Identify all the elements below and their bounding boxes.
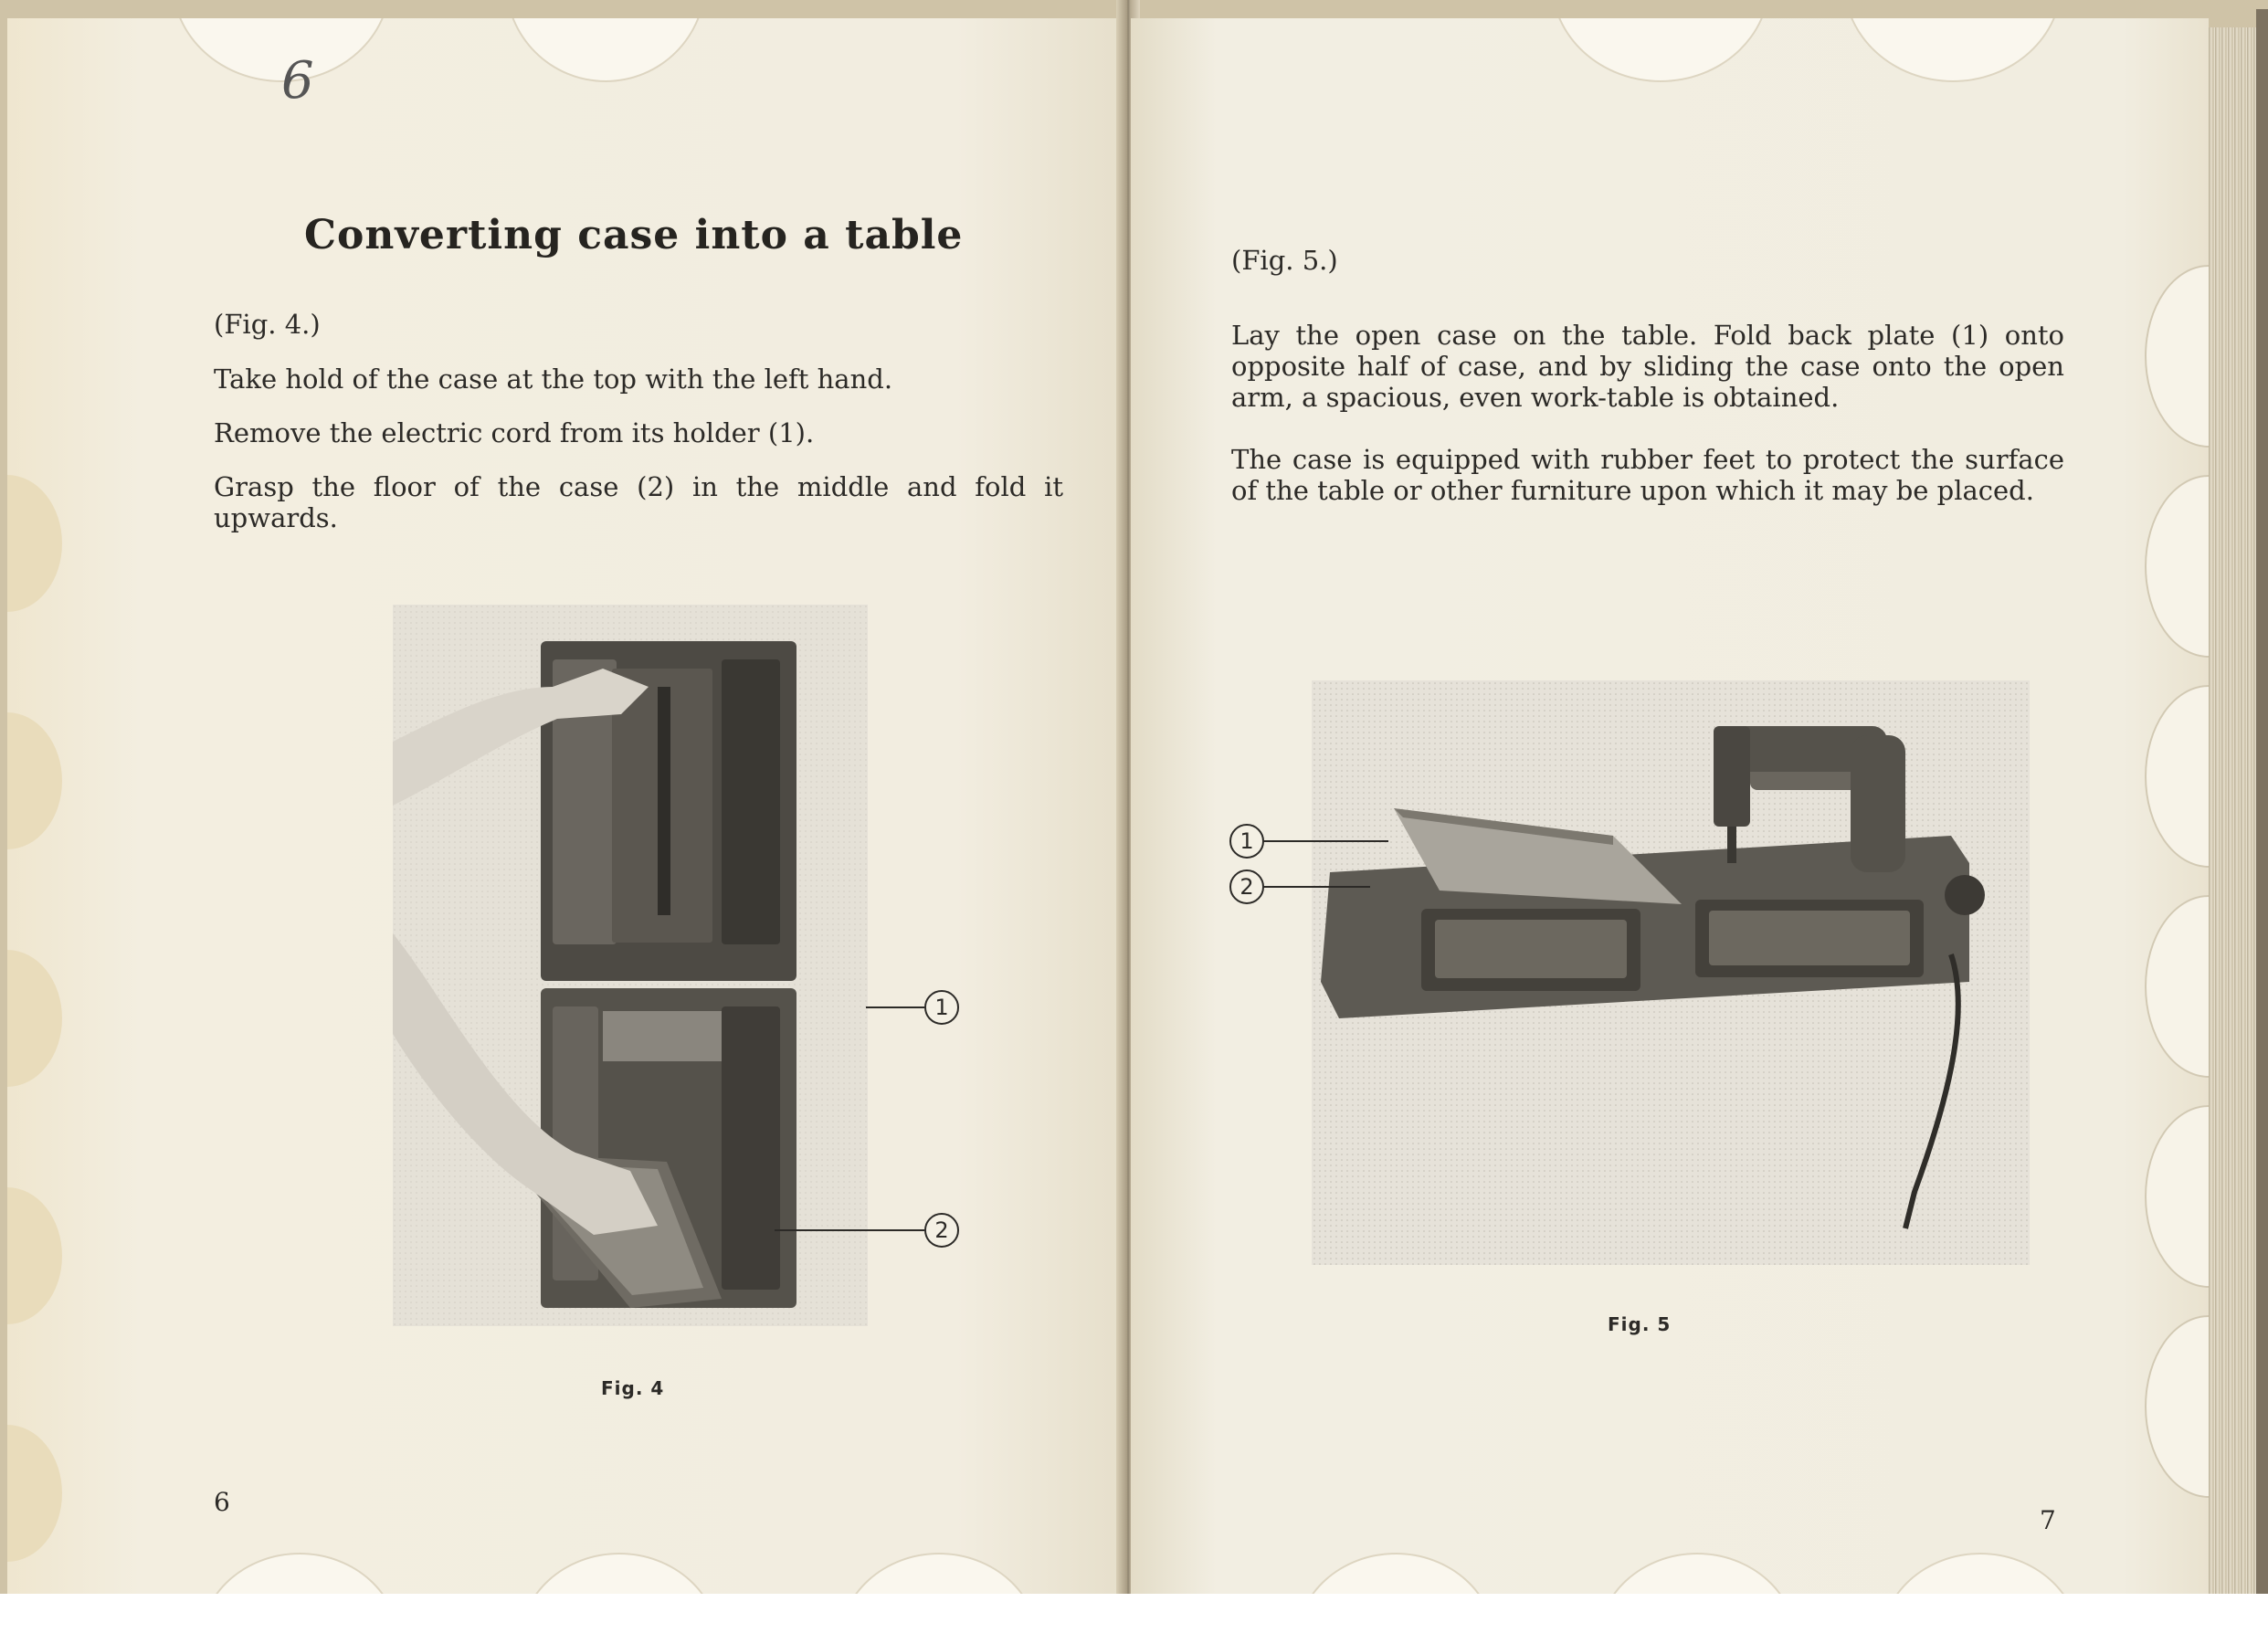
index-tab	[1880, 1553, 2081, 1594]
index-tab	[2145, 265, 2209, 448]
fig5-callout-1: 1	[1229, 824, 1264, 859]
index-tab	[2145, 475, 2209, 658]
instruction-paragraph: The case is equipped with rubber feet to protect the surface of the table or other furniture upon which it may be placed.	[1231, 444, 2064, 506]
index-tab	[199, 1553, 400, 1594]
left-page	[7, 18, 1123, 1594]
page-number: 6	[214, 1487, 230, 1517]
fig4-callout-2: 2	[924, 1213, 959, 1248]
instruction-paragraph: Grasp the floor of the case (2) in the middle and fold it upwards.	[214, 471, 1063, 533]
fig5-photo-case-as-table	[1312, 680, 2030, 1265]
index-tab	[519, 1553, 720, 1594]
right-page	[1131, 18, 2209, 1594]
index-tab	[2145, 685, 2209, 868]
callout-leader-line	[1261, 886, 1370, 888]
index-tab	[1551, 18, 1770, 82]
fig-reference: (Fig. 5.)	[1231, 245, 1338, 276]
callout-leader-line	[775, 1229, 924, 1231]
fig4-photo-case-folding	[393, 605, 868, 1326]
index-tab	[2145, 895, 2209, 1078]
index-tab	[2145, 1105, 2209, 1288]
instruction-paragraph: Lay the open case on the table. Fold back plate (1) onto opposite half of case, and by sliding the case onto the open arm, a spacious, even work-table is obtained.	[1231, 320, 2064, 413]
instruction-paragraph: Take hold of the case at the top with the left hand.	[214, 364, 893, 395]
fig-reference: (Fig. 4.)	[214, 309, 321, 340]
callout-leader-line	[1261, 840, 1388, 842]
index-tab	[505, 18, 706, 82]
page-number: 7	[2040, 1505, 2056, 1535]
index-tab	[839, 1553, 1039, 1594]
index-tab	[1597, 1553, 1798, 1594]
page-edges	[2209, 27, 2259, 1594]
page-edge-scallop	[7, 712, 62, 849]
fig4-caption: Fig. 4	[601, 1377, 665, 1399]
book-cover-edge	[2256, 9, 2268, 1594]
fig4-callout-1: 1	[924, 990, 959, 1025]
page-edge-scallop	[7, 1187, 62, 1324]
index-tab	[1295, 1553, 1496, 1594]
index-tab	[1843, 18, 2062, 82]
fig5-callout-2: 2	[1229, 869, 1264, 904]
page-edge-scallop	[7, 475, 62, 612]
page-edge-scallop	[7, 1425, 62, 1562]
page-edge-scallop	[7, 950, 62, 1087]
callout-leader-line	[866, 1006, 924, 1008]
index-tab	[2145, 1315, 2209, 1498]
page-heading: Converting case into a table	[304, 212, 964, 258]
fig5-caption: Fig. 5	[1608, 1313, 1672, 1335]
instruction-paragraph: Remove the electric cord from its holder (1).	[214, 417, 815, 448]
handwritten-page-mark: 6	[281, 51, 314, 111]
